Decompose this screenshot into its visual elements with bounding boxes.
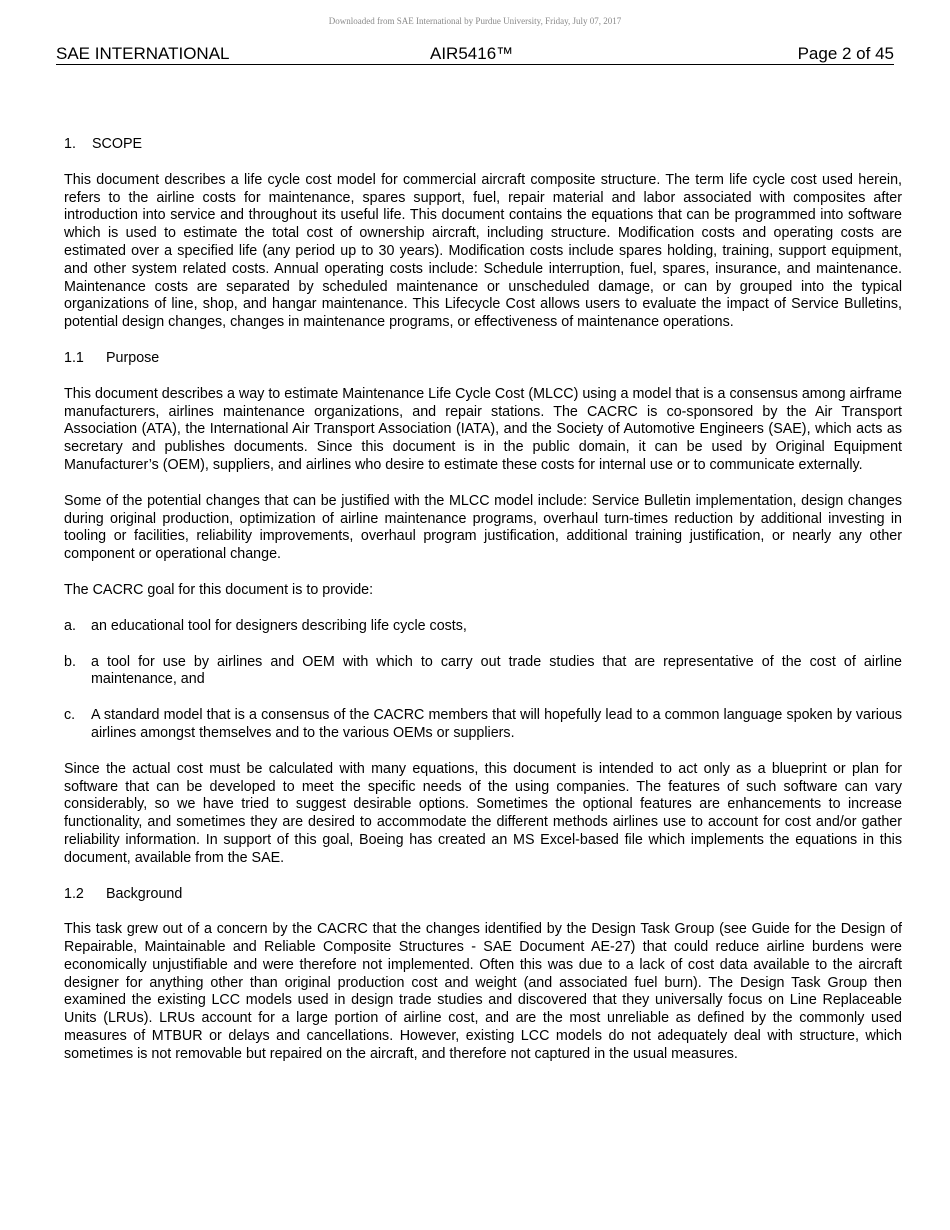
section-title: Background: [106, 885, 183, 902]
page-header: [56, 44, 894, 65]
scope-paragraph: This document describes a life cycle cost model for commercial aircraft composite structure. The term life cycle cost used herein, refers to the airline costs for maintenance, spares support, fuel, repair material and labor associated with composites after introduction into service and throughout its useful life. This document contains the equations that can be programmed into software which is used to estimate the total cost of ownership aircraft, including structure. Modification costs and operating costs are estimated over a specified life (any period up to 30 years). Modification costs include spares holding, training, support equipment, and other system related costs. Annual operating costs include: Schedule interruption, fuel, spares, insurance, and maintenance. Maintenance costs are separated by scheduled maintenance or unscheduled damage, or can by grouped into the typical organizations of line, shop, and hangar maintenance. This Lifecycle Cost allows users to evaluate the impact of Service Bulletins, potential design changes, changes in maintenance programs, or effectiveness of maintenance operations.: [64, 171, 902, 331]
header-page-number: Page 2 of 45: [797, 44, 894, 63]
purpose-paragraph-2: Some of the potential changes that can be justified with the MLCC model include: Service Bulletin implementation, design changes during original production, optimization of airline maintenance programs, overhaul turn-times reduction by additional investing in tooling or facilities, reliability improvements, overhaul program justification, additional training justification, or nearly any other component or operational change.: [64, 492, 902, 563]
list-item-text: a tool for use by airlines and OEM with which to carry out trade studies that are representative of the cost of airline maintenance, and: [91, 653, 902, 688]
header-organization: SAE INTERNATIONAL: [56, 44, 230, 63]
download-watermark: Downloaded from SAE International by Purdue University, Friday, July 07, 2017: [328, 16, 622, 26]
purpose-paragraph-1: This document describes a way to estimate Maintenance Life Cycle Cost (MLCC) using a model that is a consensus among airframe manufacturers, airlines maintenance organizations, and repair stations. The CACRC is co-sponsored by the Air Transport Association (ATA), the International Air Transport Association (IATA), and the Society of Automotive Engineers (SAE), which acts as secretary and publishes documents. Since this document is in the public domain, it can be used by Original Equipment Manufacturer’s (OEM), suppliers, and airlines who desire to estimate these costs for internal use or to communicate externally.: [64, 385, 902, 473]
section-title: Purpose: [106, 349, 160, 366]
background-paragraph: This task grew out of a concern by the CACRC that the changes identified by the Design Task Group (see Guide for the Design of Repairable, Maintainable and Reliable Composite Structures - SAE Document AE-27) that could reduce airline burdens were economically unjustifiable and were therefore not implemented. Often this was due to a lack of cost data available to the aircraft designer for anything other than original production cost and weight (and associated fuel burn). The Design Task Group then examined the existing LCC models used in design trade studies and discovered that they universally focus on Line Replaceable Units (LRUs). LRUs account for a large portion of airline cost, and are the most unreliable as defined by the commonly used measures of MTBUR or delays and cancellations. However, existing LCC models do not adequately deal with structure, which sometimes is not removable but repaired on the aircraft, and therefore not captured in the usual measures.: [64, 921, 902, 1062]
section-number: 1.2: [64, 885, 84, 902]
section-heading-scope: [64, 136, 902, 154]
list-item: [64, 707, 902, 743]
list-item-label: c.: [64, 707, 76, 724]
section-title: SCOPE: [92, 136, 143, 152]
list-item-label: a.: [64, 617, 76, 634]
purpose-paragraph-4: Since the actual cost must be calculated with many equations, this document is intended to act only as a blueprint or plan for software that can be developed to meet the specific needs of the using companies. The features of such software can vary considerably, so we have tried to suggest desirable options. Sometimes the optional features are enhancements to increase functionality, and sometimes they are desired to accommodate the different methods airlines use to account for cost and/or gather reliability information. In support of this goal, Boeing has created an MS Excel-based file which implements the equations in this document, available from the SAE.: [64, 760, 902, 866]
purpose-paragraph-3: The CACRC goal for this document is to provide:: [64, 581, 374, 598]
section-heading-background: [64, 886, 902, 904]
section-heading-purpose: [64, 350, 902, 368]
document-body: [64, 136, 902, 1082]
section-number: 1.1: [64, 349, 84, 366]
list-item: [64, 618, 902, 636]
list-item: [64, 654, 902, 690]
header-document-id: AIR5416™: [430, 44, 514, 63]
list-item-text: an educational tool for designers describing life cycle costs,: [91, 617, 467, 634]
list-item-label: b.: [64, 653, 76, 670]
section-number: 1.: [64, 136, 76, 152]
list-item-text: A standard model that is a consensus of the CACRC members that will hopefully lead to a common language spoken by various airlines amongst themselves and to the various OEMs or suppliers.: [91, 707, 902, 741]
